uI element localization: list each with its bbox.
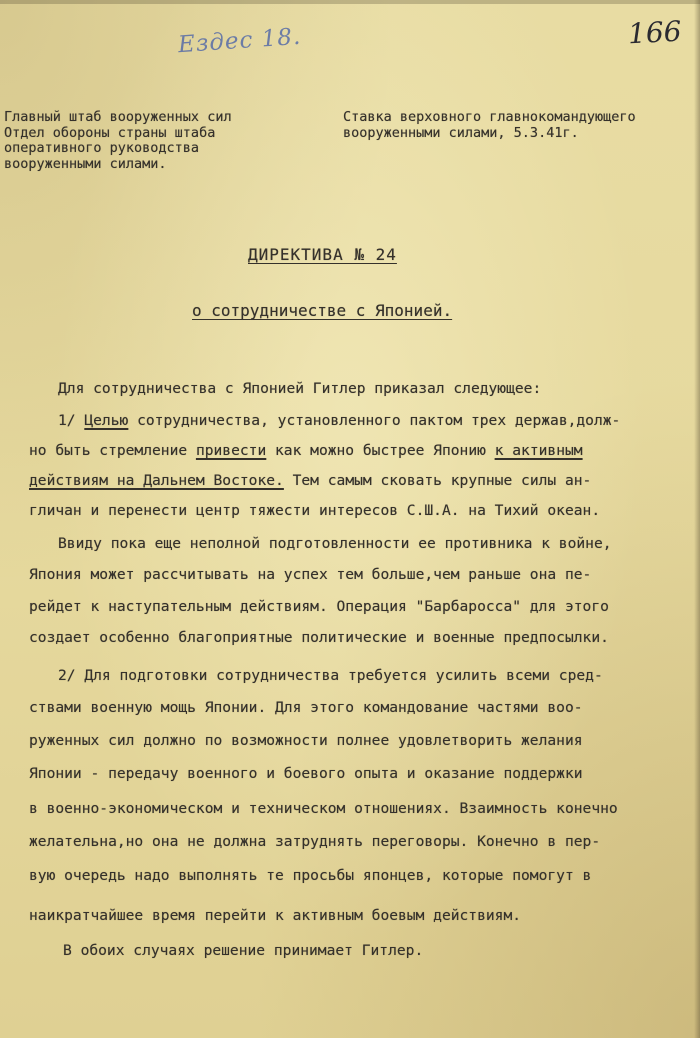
text-run: 1/ [58,412,85,429]
body-p3-line: желательна,но она не должна затруднять переговоры. Конечно в пер- [29,833,601,850]
body-p2-line: Япония может рассчитывать на успех тем больше,чем раньше она пе- [29,566,592,583]
body-p3-line: наикратчайшее время перейти к активным боевым действиям. [29,907,522,924]
document-subtitle: о сотрудничестве с Японией. [192,301,453,320]
text-run: Тем самым сковать крупные силы ан- [283,472,592,489]
text-run: сотрудничества, установленного пактом трех держав,долж- [128,412,621,429]
header-left-block [4,110,232,172]
body-closing: В обоих случаях решение принимает Гитлер. [63,942,424,959]
underlined-run: к активным [494,442,583,459]
underlined-run: привести [195,442,267,459]
body-p1-line2 [29,442,583,459]
header-left-line: Главный штаб вооруженных сил [4,109,232,125]
body-p1-line1 [58,412,620,429]
body-intro: Для сотрудничества с Японией Гитлер приказал следующее: [58,380,542,397]
body-p3-line: ствами военную мощь Японии. Для этого командование частями воо- [29,699,583,716]
body-p3-line: 2/ Для подготовки сотрудничества требуется усилить всеми сред- [58,667,603,684]
handwritten-note: Ездес 18. [177,23,303,59]
body-p3-line: Японии - передачу военного и боевого опыта и оказание поддержки [29,765,583,782]
body-p2-line: рейдет к наступательным действиям. Операция "Барбаросса" для этого [29,598,609,615]
document-title: ДИРЕКТИВА № 24 [248,245,397,264]
header-left-line: оперативного руководства [4,140,200,156]
underlined-run: Целью [84,412,129,429]
handwritten-page-number: 166 [627,14,683,51]
body-p2-line: Ввиду пока еще неполной подготовленности ее противника к войне, [58,535,612,552]
header-right-line: вооруженными силами, 5.3.41г. [343,124,579,141]
header-right-block [343,110,636,141]
body-p3-line: руженных сил должно по возможности полнее удовлетворить желания [29,732,583,749]
underlined-run: действиям на Дальнем Востоке. [29,472,284,489]
body-p2-line: создает особенно благоприятные политические и военные предпосылки. [29,629,609,646]
body-p3-line: в военно-экономическом и техническом отношениях. Взаимность конечно [29,800,618,817]
body-p3-line: вую очередь надо выполнять те просьбы японцев, которые помогут в [29,867,592,884]
header-right-line: Ставка верховного главнокомандующего [343,109,636,125]
page-right-edge [694,0,700,1038]
header-left-line: вооруженными силами. [4,155,167,172]
page-top-edge [0,0,700,4]
text-run: как можно быстрее Японию [266,442,495,459]
body-p1-line3 [29,472,591,489]
text-run: но быть стремление [29,442,196,459]
header-left-line: Отдел обороны страны штаба [4,124,216,141]
body-p1-line4: гличан и перенести центр тяжести интересов С.Ш.А. на Тихий океан. [29,502,601,519]
